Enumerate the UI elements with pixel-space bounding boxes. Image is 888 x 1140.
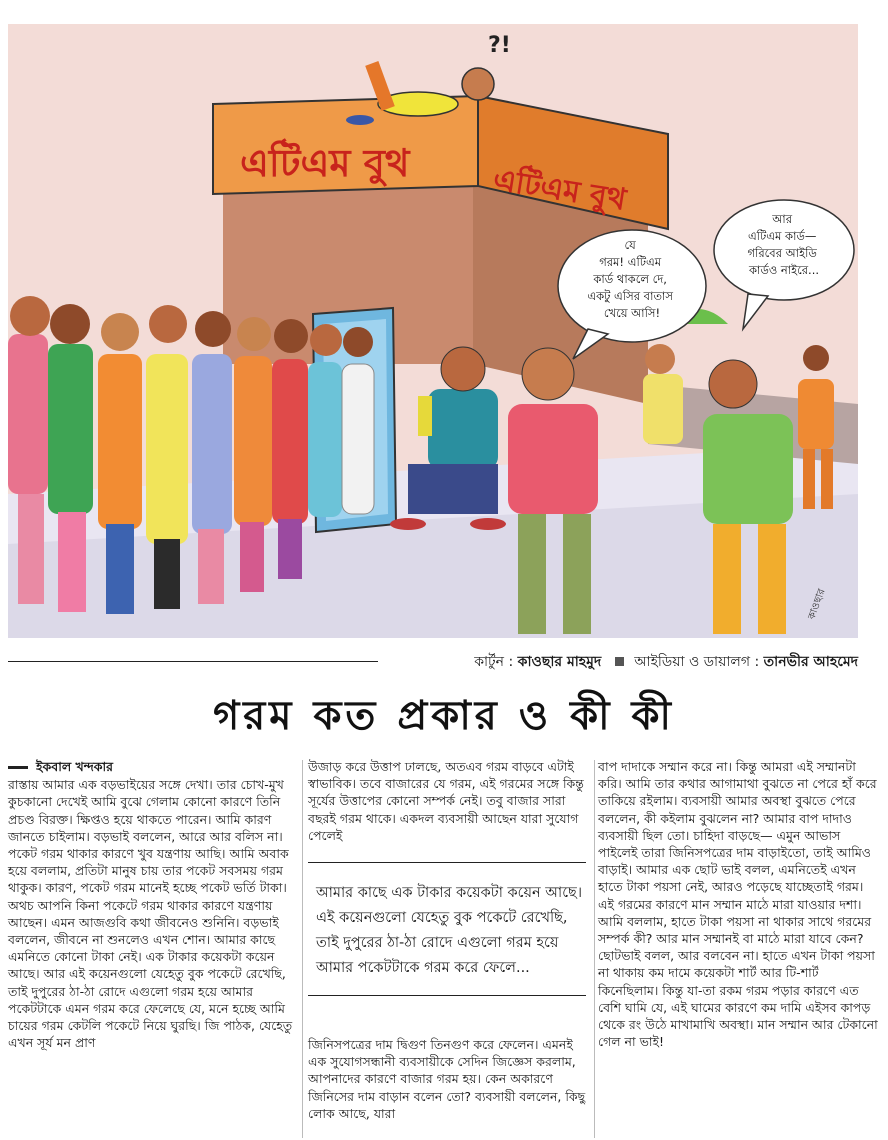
bubble-right-line: আর [772, 212, 793, 226]
bubble-center-line: খেয়ে আসি! [603, 306, 661, 320]
writer-name: তানভীর আহমেদ [763, 654, 858, 670]
svg-text:?!: ?! [488, 33, 511, 58]
idea-label: আইডিয়া ও ডায়ালগ : [634, 654, 764, 670]
credits-line [8, 648, 858, 674]
sign-right-text: এটিএম বুথ [490, 162, 629, 218]
sign-left-text: এটিএম বুথ [240, 140, 410, 185]
article-column-2-top [308, 758, 590, 844]
byline-bar [8, 766, 28, 769]
cartoon-illustration [8, 24, 858, 638]
separator-square-icon [615, 657, 624, 666]
bubble-right-line: কার্ডও নাইরে... [748, 263, 820, 277]
bubble-center-line: একটু এসির বাতাস [587, 289, 673, 303]
cartoon-label: কার্টুন : [474, 654, 518, 670]
column-divider [302, 760, 303, 1138]
pull-quote: আমার কাছে এক টাকার কয়েকটা কয়েন আছে। এই কয়েনগুলো যেহেতু বুক পকেটে রেখেছি, তাই দুপুরের ঠা-ঠা রোদে এগুলো গরম হয়ে আমার পকেটটাকে গরম করে ফেলে... [308, 862, 586, 996]
bubble-right-line: এটিএম কার্ড— [747, 229, 817, 243]
cartoonist-signature: কাওছার [806, 587, 828, 622]
bubble-center-line: গরম! এটিএম [599, 255, 662, 269]
column-2-top-text: উজাড় করে উত্তাপ ঢালছে, অতএব গরম বাড়বে এটাই স্বাভাবিক। তবে বাজারের যে গরম, এই গরমের সঙ্গে কিন্তু সূর্যের উত্তাপের কোনো সম্পর্ক নেই। তবু বাজার সারা বছরই গরম থাকে। একদল ব্যবসায়ী আছেন যারা সুযোগ পেলেই [308, 759, 584, 843]
author-name: ইকবাল খন্দকার [36, 759, 113, 774]
column-1-text: রাস্তায় আমার এক বড়ভাইয়ের সঙ্গে দেখা। তার চোখ-মুখ কুচকানো দেখেই আমি বুঝে গেলাম কোনো কারণে তিনি প্রচণ্ড বিরক্ত। ক্ষিপ্তও হয়ে থাকতে পারেন। আমি কারণ জানতে চাইলাম। বড়ভাই বললেন, আরে আর বলিস না। পকেট গরম থাকার কারণে খুব যন্ত্রণায় আছি। আমি অবাক হয়ে বললাম, প্রতিটা মানুষ চায় তার পকেট সবসময় গরম থাকুক। কারণ, পকেট গরম মানেই হচ্ছে পকেট ভর্তি টাকা। অথচ আপনি কিনা পকেটে গরম থাকার কারণে যন্ত্রণায় আছেন। এমন আজগুবি কথা জীবনেও শুনিনি। বড়ভাই বললেন, জীবনে না শুনলেও এখন শোন। আমার কাছে এমনিতে কোনো টাকা নেই। এক টাকার কয়েকটা কয়েন আছে। আর এই কয়েনগুলো যেহেতু বুক পকেটে রেখেছি, তাই দুপুরের ঠা-ঠা রোদে এগুলো গরম হয়ে আমার পকেটটাকে এমন গরম করে ফেলেছে যে, মনে হচ্ছে আমি চায়ের গরম কেটলি পকেটে নিয়ে ঘুরছি। জি পাঠক, যেহেতু এখন সূর্য মন প্রাণ [8, 777, 293, 1051]
column-2-bottom-text: জিনিসপত্রের দাম দ্বিগুণ তিনগুণ করে ফেলেন। এমনই এক সুযোগসন্ধানী ব্যবসায়ীকে সেদিন জিজ্ঞেস করলাম, আপনাদের কারণে বাজার গরম হয়। কেন অকারণে জিনিসের দাম বাড়ান বলেন তো? ব্যবসায়ী বললেন, কিছু লোক আছে, যারা [308, 1037, 586, 1121]
article-column-1 [8, 758, 298, 1051]
bubble-center-line: কার্ড থাকলে দে, [593, 272, 667, 286]
headline: গরম কত প্রকার ও কী কী [213, 692, 675, 739]
article-column-3 [598, 758, 880, 1050]
cartoonist-name: কাওছার মাহমুদ [517, 654, 602, 670]
bubble-right-line: গরিবের আইডি [747, 246, 817, 260]
article-column-2-bottom [308, 1036, 590, 1122]
column-3-text: বাপ দাদাকে সম্মান করে না। কিন্তু আমরা এই সম্মানটা করি। আমি তার কথার আগামাথা বুঝতে না পেরে হাঁ করে তাকিয়ে রইলাম। ব্যবসায়ী আমার অবস্থা বুঝতে পেরে বললেন, কী কইলাম বুঝলেন না? আমার বাপ দাদাও ব্যবসায়ী ছিল তো। চাহিদা বাড়ছে— এমুন আভাস পাইলেই তারা জিনিসপত্রের দাম বাড়াইতো, তাই আমিও বাড়াই। আমার এক ছোট ভাই বলল, এমনিতেই এখন হাতে টাকা পয়সা নেই, আরও পড়েছে যাচ্ছেতাই গরম। এই গরমের কারণে মান সম্মান মাঠে মারা যাওয়ার দশা। আমি বললাম, হাতে টাকা পয়সা না থাকার সাথে গরমের সম্পর্ক কী? আর মান সম্মানই বা মাঠে মারা যাবে কেন? ছোটভাই বলল, আর বলবেন না। হাতে এখন টাকা পয়সা না থাকায় কম দামে কয়েকটা শার্ট আর টি-শার্ট কিনেছিলাম। কিন্তু যা-তা রকম গরম পড়ার কারণে এত বেশি ঘামি যে, এই ঘামের কারণে কম দামি এইসব কাপড় থেকে রং উঠে মাখামাখি অবস্থা। মান সম্মান আর টেকানো গেল না ভাই! [598, 759, 878, 1050]
column-divider [594, 760, 595, 1138]
bubble-center-line: যে [624, 238, 636, 252]
credits-rule [8, 661, 378, 662]
